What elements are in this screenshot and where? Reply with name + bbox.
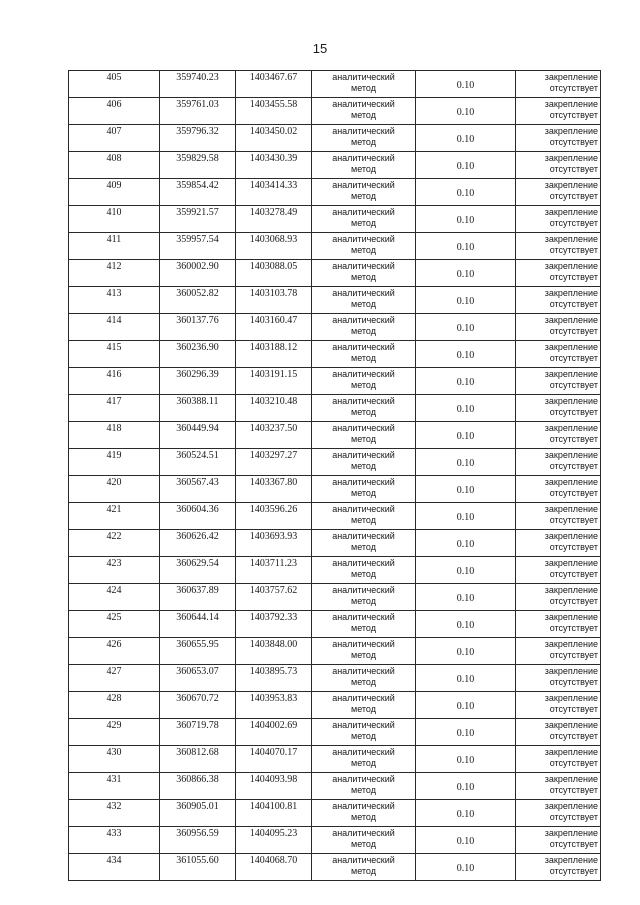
method-cell: аналитический метод [312,557,416,584]
x-coordinate-cell: 360812.68 [160,746,236,773]
y-coordinate-cell: 1403953.83 [236,692,312,719]
x-coordinate-cell: 359957.54 [160,233,236,260]
y-coordinate-cell: 1403596.26 [236,503,312,530]
y-coordinate-cell: 1404002.69 [236,719,312,746]
y-coordinate-cell: 1404100.81 [236,800,312,827]
fixation-cell: закрепление отсутствует [516,557,601,584]
x-coordinate-cell: 360653.07 [160,665,236,692]
fixation-cell: закрепление отсутствует [516,206,601,233]
fixation-cell: закрепление отсутствует [516,395,601,422]
error-cell: 0.10 [416,206,516,233]
method-cell: аналитический метод [312,449,416,476]
method-cell: аналитический метод [312,530,416,557]
y-coordinate-cell: 1403693.93 [236,530,312,557]
table-row [69,260,601,287]
fixation-cell: закрепление отсутствует [516,341,601,368]
y-coordinate-cell: 1404095.23 [236,827,312,854]
x-coordinate-cell: 360719.78 [160,719,236,746]
point-number-cell: 415 [69,341,160,368]
error-cell: 0.10 [416,773,516,800]
y-coordinate-cell: 1403278.49 [236,206,312,233]
fixation-cell: закрепление отсутствует [516,98,601,125]
error-cell: 0.10 [416,422,516,449]
error-cell: 0.10 [416,368,516,395]
y-coordinate-cell: 1403430.39 [236,152,312,179]
fixation-cell: закрепление отсутствует [516,260,601,287]
point-number-cell: 411 [69,233,160,260]
method-cell: аналитический метод [312,611,416,638]
y-coordinate-cell: 1403068.93 [236,233,312,260]
method-cell: аналитический метод [312,773,416,800]
table-row [69,557,601,584]
y-coordinate-cell: 1403711.23 [236,557,312,584]
point-number-cell: 429 [69,719,160,746]
fixation-cell: закрепление отсутствует [516,179,601,206]
point-number-cell: 423 [69,557,160,584]
method-cell: аналитический метод [312,422,416,449]
fixation-cell: закрепление отсутствует [516,827,601,854]
error-cell: 0.10 [416,719,516,746]
x-coordinate-cell: 360524.51 [160,449,236,476]
method-cell: аналитический метод [312,476,416,503]
fixation-cell: закрепление отсутствует [516,503,601,530]
x-coordinate-cell: 360388.11 [160,395,236,422]
method-cell: аналитический метод [312,692,416,719]
fixation-cell: закрепление отсутствует [516,746,601,773]
table-row [69,692,601,719]
point-number-cell: 421 [69,503,160,530]
x-coordinate-cell: 361055.60 [160,854,236,881]
point-number-cell: 416 [69,368,160,395]
fixation-cell: закрепление отсутствует [516,287,601,314]
error-cell: 0.10 [416,341,516,368]
point-number-cell: 406 [69,98,160,125]
coordinates-table [68,70,601,881]
error-cell: 0.10 [416,71,516,98]
fixation-cell: закрепление отсутствует [516,368,601,395]
x-coordinate-cell: 359761.03 [160,98,236,125]
table-row [69,449,601,476]
error-cell: 0.10 [416,125,516,152]
error-cell: 0.10 [416,611,516,638]
point-number-cell: 410 [69,206,160,233]
y-coordinate-cell: 1403210.48 [236,395,312,422]
x-coordinate-cell: 360670.72 [160,692,236,719]
method-cell: аналитический метод [312,233,416,260]
y-coordinate-cell: 1403188.12 [236,341,312,368]
table-row [69,179,601,206]
y-coordinate-cell: 1403757.62 [236,584,312,611]
method-cell: аналитический метод [312,341,416,368]
method-cell: аналитический метод [312,125,416,152]
method-cell: аналитический метод [312,287,416,314]
fixation-cell: закрепление отсутствует [516,71,601,98]
point-number-cell: 413 [69,287,160,314]
method-cell: аналитический метод [312,584,416,611]
table-row [69,98,601,125]
error-cell: 0.10 [416,395,516,422]
error-cell: 0.10 [416,233,516,260]
error-cell: 0.10 [416,827,516,854]
y-coordinate-cell: 1403414.33 [236,179,312,206]
table-row [69,476,601,503]
method-cell: аналитический метод [312,854,416,881]
error-cell: 0.10 [416,449,516,476]
fixation-cell: закрепление отсутствует [516,665,601,692]
point-number-cell: 431 [69,773,160,800]
method-cell: аналитический метод [312,665,416,692]
table-row [69,422,601,449]
y-coordinate-cell: 1403467.67 [236,71,312,98]
method-cell: аналитический метод [312,503,416,530]
fixation-cell: закрепление отсутствует [516,152,601,179]
point-number-cell: 414 [69,314,160,341]
fixation-cell: закрепление отсутствует [516,422,601,449]
x-coordinate-cell: 359921.57 [160,206,236,233]
fixation-cell: закрепление отсутствует [516,314,601,341]
table-row [69,800,601,827]
table-row [69,341,601,368]
error-cell: 0.10 [416,800,516,827]
table-row [69,719,601,746]
method-cell: аналитический метод [312,719,416,746]
y-coordinate-cell: 1403088.05 [236,260,312,287]
point-number-cell: 409 [69,179,160,206]
point-number-cell: 405 [69,71,160,98]
point-number-cell: 427 [69,665,160,692]
error-cell: 0.10 [416,638,516,665]
table-row [69,611,601,638]
page-number: 15 [312,41,328,56]
x-coordinate-cell: 359854.42 [160,179,236,206]
point-number-cell: 424 [69,584,160,611]
fixation-cell: закрепление отсутствует [516,584,601,611]
y-coordinate-cell: 1403160.47 [236,314,312,341]
x-coordinate-cell: 360956.59 [160,827,236,854]
y-coordinate-cell: 1403367.80 [236,476,312,503]
table-row [69,854,601,881]
point-number-cell: 412 [69,260,160,287]
error-cell: 0.10 [416,314,516,341]
table-row [69,827,601,854]
method-cell: аналитический метод [312,152,416,179]
fixation-cell: закрепление отсутствует [516,125,601,152]
x-coordinate-cell: 360905.01 [160,800,236,827]
fixation-cell: закрепление отсутствует [516,233,601,260]
table-row [69,395,601,422]
method-cell: аналитический метод [312,800,416,827]
error-cell: 0.10 [416,665,516,692]
coordinates-table-body [69,71,601,881]
x-coordinate-cell: 359740.23 [160,71,236,98]
error-cell: 0.10 [416,557,516,584]
y-coordinate-cell: 1403455.58 [236,98,312,125]
x-coordinate-cell: 360449.94 [160,422,236,449]
y-coordinate-cell: 1404070.17 [236,746,312,773]
table-row [69,314,601,341]
fixation-cell: закрепление отсутствует [516,854,601,881]
x-coordinate-cell: 360655.95 [160,638,236,665]
method-cell: аналитический метод [312,71,416,98]
x-coordinate-cell: 360644.14 [160,611,236,638]
point-number-cell: 428 [69,692,160,719]
y-coordinate-cell: 1403103.78 [236,287,312,314]
table-row [69,71,601,98]
table-row [69,125,601,152]
fixation-cell: закрепление отсутствует [516,773,601,800]
method-cell: аналитический метод [312,206,416,233]
table-row [69,233,601,260]
y-coordinate-cell: 1403450.02 [236,125,312,152]
fixation-cell: закрепление отсутствует [516,800,601,827]
method-cell: аналитический метод [312,395,416,422]
point-number-cell: 419 [69,449,160,476]
error-cell: 0.10 [416,530,516,557]
x-coordinate-cell: 360604.36 [160,503,236,530]
method-cell: аналитический метод [312,179,416,206]
point-number-cell: 425 [69,611,160,638]
point-number-cell: 418 [69,422,160,449]
y-coordinate-cell: 1403895.73 [236,665,312,692]
y-coordinate-cell: 1403297.27 [236,449,312,476]
fixation-cell: закрепление отсутствует [516,719,601,746]
fixation-cell: закрепление отсутствует [516,449,601,476]
method-cell: аналитический метод [312,314,416,341]
y-coordinate-cell: 1403237.50 [236,422,312,449]
point-number-cell: 420 [69,476,160,503]
x-coordinate-cell: 360629.54 [160,557,236,584]
table-row [69,584,601,611]
error-cell: 0.10 [416,260,516,287]
error-cell: 0.10 [416,503,516,530]
table-row [69,638,601,665]
y-coordinate-cell: 1404068.70 [236,854,312,881]
error-cell: 0.10 [416,98,516,125]
method-cell: аналитический метод [312,260,416,287]
x-coordinate-cell: 360567.43 [160,476,236,503]
fixation-cell: закрепление отсутствует [516,530,601,557]
fixation-cell: закрепление отсутствует [516,476,601,503]
point-number-cell: 417 [69,395,160,422]
method-cell: аналитический метод [312,827,416,854]
table-row [69,746,601,773]
y-coordinate-cell: 1403191.15 [236,368,312,395]
error-cell: 0.10 [416,584,516,611]
error-cell: 0.10 [416,152,516,179]
point-number-cell: 434 [69,854,160,881]
x-coordinate-cell: 360637.89 [160,584,236,611]
point-number-cell: 407 [69,125,160,152]
fixation-cell: закрепление отсутствует [516,638,601,665]
x-coordinate-cell: 360626.42 [160,530,236,557]
error-cell: 0.10 [416,692,516,719]
point-number-cell: 426 [69,638,160,665]
point-number-cell: 433 [69,827,160,854]
x-coordinate-cell: 360296.39 [160,368,236,395]
y-coordinate-cell: 1403792.33 [236,611,312,638]
table-row [69,530,601,557]
point-number-cell: 408 [69,152,160,179]
point-number-cell: 422 [69,530,160,557]
table-row [69,665,601,692]
table-row [69,773,601,800]
table-row [69,206,601,233]
table-row [69,503,601,530]
table-row [69,152,601,179]
y-coordinate-cell: 1403848.00 [236,638,312,665]
error-cell: 0.10 [416,179,516,206]
x-coordinate-cell: 360002.90 [160,260,236,287]
fixation-cell: закрепление отсутствует [516,611,601,638]
error-cell: 0.10 [416,746,516,773]
method-cell: аналитический метод [312,746,416,773]
table-row [69,287,601,314]
fixation-cell: закрепление отсутствует [516,692,601,719]
x-coordinate-cell: 359796.32 [160,125,236,152]
x-coordinate-cell: 360137.76 [160,314,236,341]
error-cell: 0.10 [416,287,516,314]
y-coordinate-cell: 1404093.98 [236,773,312,800]
x-coordinate-cell: 359829.58 [160,152,236,179]
table-row [69,368,601,395]
error-cell: 0.10 [416,476,516,503]
x-coordinate-cell: 360866.38 [160,773,236,800]
method-cell: аналитический метод [312,638,416,665]
x-coordinate-cell: 360052.82 [160,287,236,314]
error-cell: 0.10 [416,854,516,881]
point-number-cell: 430 [69,746,160,773]
method-cell: аналитический метод [312,368,416,395]
method-cell: аналитический метод [312,98,416,125]
point-number-cell: 432 [69,800,160,827]
x-coordinate-cell: 360236.90 [160,341,236,368]
